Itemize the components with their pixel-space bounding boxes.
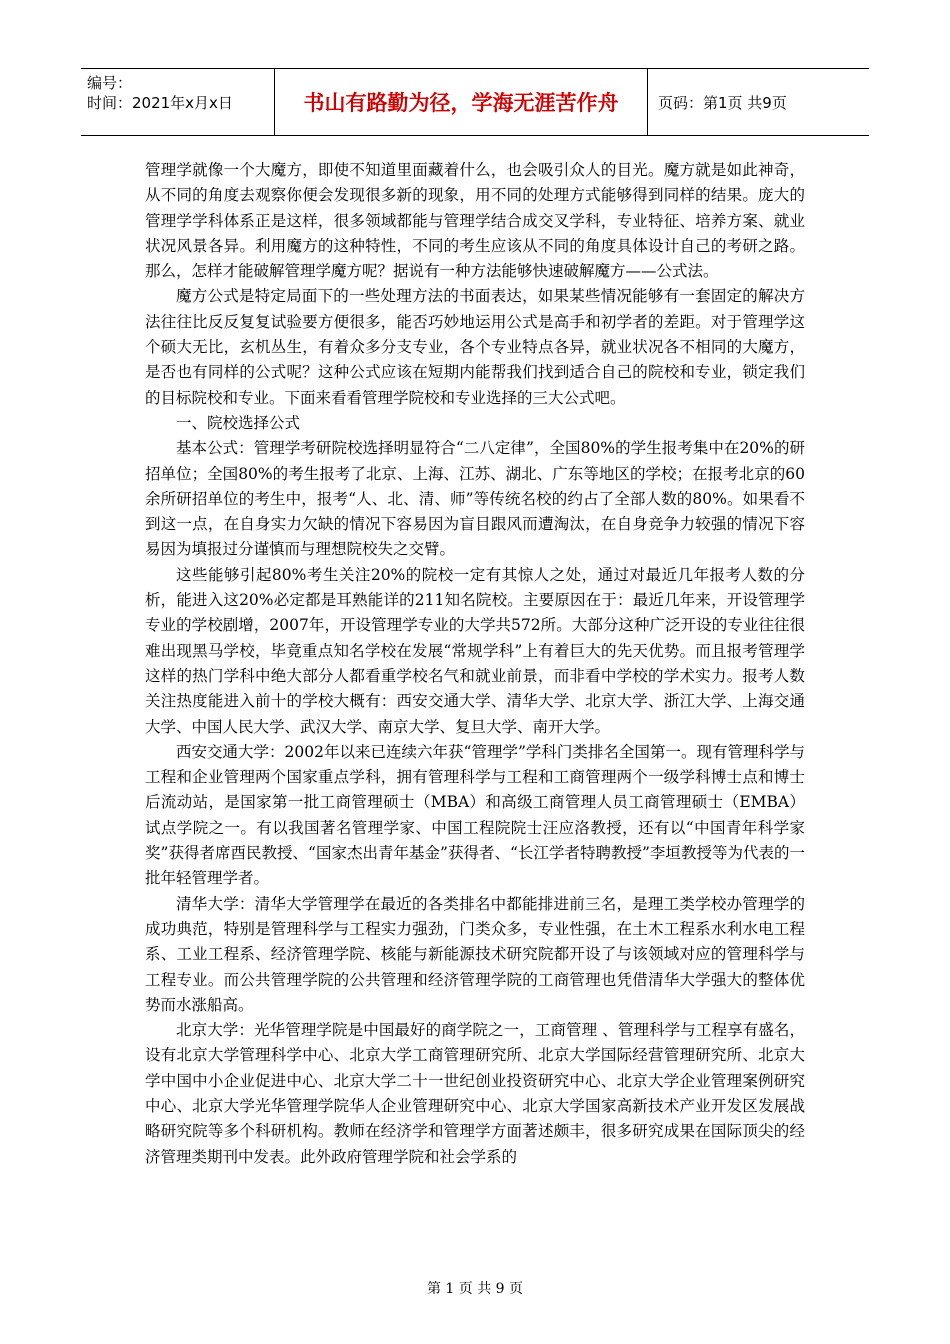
body-paragraph: 西安交通大学：2002年以来已连续六年获“管理学”学科门类排名全国第一。现有管理科学与工程和企业管理两个国家重点学科，拥有管理科学与工程和工商管理两个一级学科博士点和博士后流动站，是国家第一批工商管理硕士（MBA）和高级工商管理人员工商管理硕士（EMBA）试点学院之一。有以我国著名管理学家、中国工程院院士汪应洛教授，还有以“中国青年科学家奖”获得者席酉民教授、“国家杰出青年基金”获得者、“长江学者特聘教授”李垣教授等为代表的一批年轻管理学者。 — [145, 742, 805, 888]
header-page-number: 页码：第1页 共9页 — [658, 93, 787, 112]
body-paragraph: 清华大学：清华大学管理学在最近的各类排名中都能排进前三名，是理工类学校办管理学的成功典范，特别是管理科学与工程实力强劲，门类众多，专业性强，在土木工程系水利水电工程系、工业工程系、经济管理学院、核能与新能源技术研究院都开设了与该领域对应的管理科学与工程专业。而公共管理学院的公共管理和经济管理学院的工商管理也凭借清华大学强大的整体优势而水涨船高。 — [145, 894, 805, 1014]
page-footer: 第 1 页 共 9 页 — [426, 1281, 524, 1297]
document-date-label: 时间：2021年x月x日 — [87, 94, 233, 112]
document-number-label: 编号： — [87, 74, 133, 92]
body-paragraph: 魔方公式是特定局面下的一些处理方法的书面表达，如果某些情况能够有一套固定的解决方法往往比反反复复试验要方便很多，能否巧妙地运用公式是高手和初学者的差距。对于管理学这个硕大无比，玄机丛生，有着众多分支专业，各个专业特点各异，就业状况各不相同的大魔方，是否也有同样的公式呢？这种公式应该在短期内能帮我们找到适合自己的院校和专业，锁定我们的目标院校和专业。下面来看看管理学院校和专业选择的三大公式吧。 — [145, 287, 805, 407]
document-body — [145, 158, 805, 1170]
header-meta — [81, 69, 275, 135]
body-paragraph: 北京大学：光华管理学院是中国最好的商学院之一，工商管理 、管理科学与工程享有盛名，设有北京大学管理科学中心、北京大学工商管理研究所、北京大学国际经营管理研究所、北京大学中国中小企业促进中心、北京大学二十一世纪创业投资研究中心、北京大学企业管理案例研究中心、北京大学光华管理学院华人企业管理研究中心、北京大学国家高新技术产业开发区发展战略研究院等多个科研机构。教师在经济学和管理学方面著述颇丰，很多研究成果在国际顶尖的经济管理类期刊中发表。此外政府管理学院和社会学系的 — [145, 1021, 805, 1166]
body-paragraph: 管理学就像一个大魔方，即使不知道里面藏着什么，也会吸引众人的目光。魔方就是如此神奇，从不同的角度去观察你便会发现很多新的现象，用不同的处理方式能够得到同样的结果。庞大的管理学学科体系正是这样，很多领域都能与管理学结合成交叉学科，专业特征、培养方案、就业状况风景各异。利用魔方的这种特性，不同的考生应该从不同的角度具体设计自己的考研之路。那么，怎样才能破解管理学魔方呢？据说有一种方法能够快速破解魔方——公式法。 — [145, 161, 805, 281]
page-header — [81, 68, 869, 136]
header-motto: 书山有路勤为径，学海无涯苦作舟 — [275, 69, 648, 135]
body-paragraph: 基本公式：管理学考研院校选择明显符合“二八定律”，全国80%的学生报考集中在20%的研招单位；全国80%的考生报考了北京、上海、江苏、湖北、广东等地区的学校；在报考北京的60余所研招单位的考生中，报考“人、北、清、师”等传统名校的约占了全部人数的80%。如果看不到这一点，在自身实力欠缺的情况下容易因为盲目跟风而遭淘汰，在自身竞争力较强的情况下容易因为填报过分谨慎而与理想院校失之交臂。 — [145, 439, 805, 559]
section-heading: 一、院校选择公式 — [176, 413, 301, 432]
body-paragraph: 这些能够引起80%考生关注20%的院校一定有其惊人之处，通过对最近几年报考人数的分析，能进入这20%必定都是耳熟能详的211知名院校。主要原因在于：最近几年来，开设管理学专业的学校剧增，2007年，开设管理学专业的大学共572所。大部分这种广泛开设的专业往往很难出现黑马学校，毕竟重点知名学校在发展“常规学科”上有着巨大的先天优势。而且报考管理学这样的热门学科中绝大部分人都看重学校名气和就业前景，而非看中学校的学术实力。报考人数关注热度能进入前十的学校大概有：西安交通大学、清华大学、北京大学、浙江大学、上海交通大学、中国人民大学、武汉大学、南京大学、复旦大学、南开大学。 — [145, 565, 805, 736]
